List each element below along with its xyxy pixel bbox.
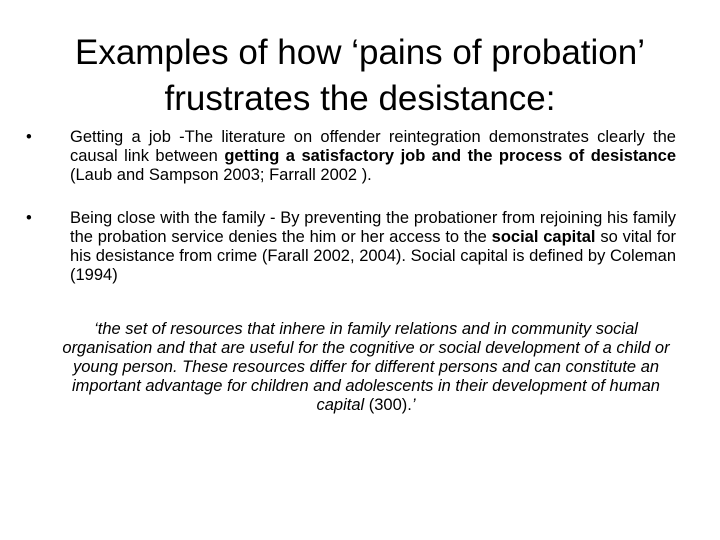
quote-block: [56, 320, 676, 415]
bullet-dot: •: [26, 209, 32, 227]
bullet-job-bold: getting a satisfactory job and the process of desistance: [224, 147, 676, 165]
quote-page-ref: (300).: [368, 396, 412, 414]
bullet-dot: •: [26, 128, 32, 146]
bullet-text-job: [70, 128, 676, 185]
bullet-text-family: [70, 209, 676, 285]
quote-text: ‘the set of resources that inhere in family relations and in community social organisation and that are useful for the cognitive or social development of a child or young person. These resources differ for different persons and can constitute an important advantage for children and adolescents in their development of human capital: [62, 320, 670, 414]
bullet-job-prefix: Getting a job -The literature on offender reintegration demonstrates clearly the causal link between: [70, 128, 676, 165]
bullet-list: [26, 128, 676, 285]
bullet-item-job: [26, 128, 676, 185]
bullet-item-family: [26, 209, 676, 285]
bullet-family-prefix: Being close with the family - By preventing the probationer from rejoining his family the probation service denies the him or her access to the: [70, 209, 676, 246]
bullet-family-suffix: so vital for his desistance from crime (Farall 2002, 2004). Social capital is defined by Coleman (1994): [70, 228, 676, 284]
quote-close-mark: ’: [411, 396, 416, 414]
bullet-job-suffix: (Laub and Sampson 2003; Farrall 2002 ).: [70, 166, 372, 184]
slide-title: Examples of how ‘pains of probation’ frustrates the desistance:: [74, 33, 646, 118]
bullet-family-bold: social capital: [491, 228, 596, 246]
